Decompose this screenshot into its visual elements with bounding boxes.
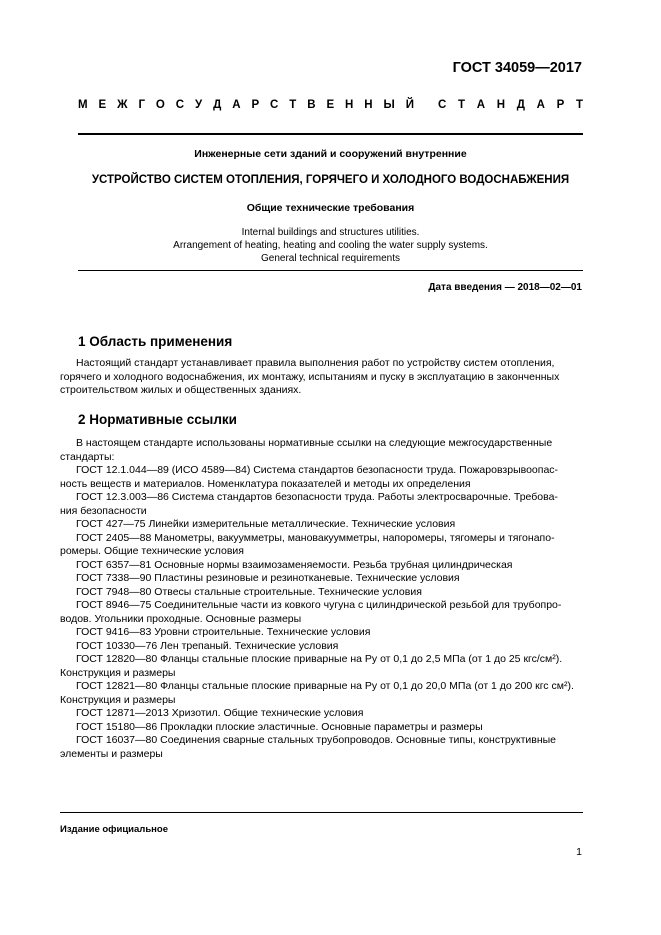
paragraph-line: Настоящий стандарт устанавливает правила выполнения работ по устройству систем отопления, <box>76 357 555 369</box>
banner-letter: У <box>195 99 203 111</box>
reference-line: элементы и размеры <box>60 747 163 760</box>
section-1-heading: 1 Область применения <box>78 334 233 349</box>
section-2-body <box>60 437 584 761</box>
banner-letter: А <box>476 99 486 111</box>
footer-rule <box>60 812 583 813</box>
introduction-date: Дата введения — 2018—02—01 <box>428 282 582 293</box>
banner-letter: О <box>155 99 165 111</box>
reference-line: ГОСТ 16037—80 Соединения сварные стальных трубопроводов. Основные типы, конструктивные <box>76 734 557 746</box>
official-edition-label: Издание официальное <box>60 824 168 835</box>
banner-letter: Т <box>575 99 583 111</box>
reference-line: ГОСТ 12820—80 Фланцы стальные плоские приварные на Pу от 0,1 до 2,5 МПа (от 1 до 25 кгс/см²). <box>76 653 563 665</box>
reference-line: стандарты: <box>60 450 115 463</box>
reference-line: ния безопасности <box>60 504 147 517</box>
banner-letter: Й <box>405 99 414 111</box>
banner-letter: В <box>307 99 316 111</box>
reference-line: ГОСТ 427—75 Линейки измерительные металлические. Технические условия <box>76 518 456 530</box>
reference-line: ГОСТ 7948—80 Отвесы стальные строительные. Технические условия <box>76 585 422 598</box>
reference-line: Конструкция и размеры <box>60 693 176 706</box>
reference-line: ГОСТ 12871—2013 Хризотил. Общие технические условия <box>76 707 364 719</box>
paragraph-line: горячего и холодного водоснабжения, их монтажу, испытаниям и пуску в эксплуатацию в законченных <box>60 370 560 383</box>
banner-letter: С <box>175 99 185 111</box>
standard-title: УСТРОЙСТВО СИСТЕМ ОТОПЛЕНИЯ, ГОРЯЧЕГО И ХОЛОДНОГО ВОДОСНАБЖЕНИЯ <box>91 174 570 186</box>
english-title <box>78 226 583 265</box>
banner-letter: Р <box>251 99 260 111</box>
reference-line: ГОСТ 12.3.003—86 Система стандартов безопасности труда. Работы электросварочные. Требова- <box>76 491 558 503</box>
reference-line: ГОСТ 7338—90 Пластины резиновые и резинотканевые. Технические условия <box>76 572 460 584</box>
reference-line: ГОСТ 12821—80 Фланцы стальные плоские приварные на Pу от 0,1 до 20,0 МПа (от 1 до 200 кгс см²). <box>76 680 574 692</box>
reference-line: ромеры. Общие технические условия <box>60 545 244 557</box>
banner-letter: Р <box>556 99 565 111</box>
banner-letter: Т <box>458 99 466 111</box>
banner-letter: Д <box>516 99 525 111</box>
normative-references-list <box>60 437 584 761</box>
section-2-heading: 2 Нормативные ссылки <box>78 412 237 427</box>
english-title-line: Arrangement of heating, heating and cooling the water supply systems. <box>173 240 488 251</box>
banner-letter: Е <box>98 99 107 111</box>
banner-word-1 <box>78 99 414 111</box>
banner-letter: А <box>536 99 545 111</box>
banner-rule <box>78 133 583 135</box>
banner-word-2 <box>438 99 583 111</box>
banner-letter: Н <box>364 99 373 111</box>
page-number: 1 <box>576 846 582 858</box>
paragraph-line: строительством жилых и общественных зданиях. <box>60 384 302 396</box>
banner-letter: С <box>270 99 279 111</box>
banner-letter: Г <box>138 99 145 111</box>
reference-line: ГОСТ 2405—88 Манометры, вакуумметры, мановакуумметры, напоромеры, тягомеры и тягонапо- <box>76 531 555 544</box>
standard-subtitle: Общие технические требования <box>246 202 415 214</box>
title-rule <box>78 270 583 271</box>
banner-letter: А <box>232 99 241 111</box>
banner-letter: Ж <box>117 99 128 111</box>
banner-letter: Т <box>289 99 297 111</box>
banner-letter: Н <box>496 99 506 111</box>
section-1-body <box>60 357 584 398</box>
banner-letter: М <box>78 99 88 111</box>
banner-letter: Е <box>326 99 335 111</box>
reference-line: ность веществ и материалов. Номенклатура показателей и методы их определения <box>60 477 471 490</box>
reference-line: ГОСТ 12.1.044—89 (ИСО 4589—84) Система стандартов безопасности труда. Пожаровзрывоопас- <box>76 464 559 476</box>
banner-letter: Н <box>345 99 354 111</box>
reference-line: В настоящем стандарте использованы нормативные ссылки на следующие межгосударственные <box>76 437 553 449</box>
banner-letter: С <box>438 99 447 111</box>
reference-line: ГОСТ 8946—75 Соединительные части из ковкого чугуна с цилиндрической резьбой для трубопро- <box>76 599 562 611</box>
standard-code: ГОСТ 34059—2017 <box>452 60 582 76</box>
reference-line: водов. Угольники проходные. Основные размеры <box>60 612 302 625</box>
reference-line: ГОСТ 10330—76 Лен трепаный. Технические условия <box>76 639 339 652</box>
standard-banner <box>78 99 583 111</box>
banner-letter: Д <box>213 99 222 111</box>
reference-line: Конструкция и размеры <box>60 666 176 679</box>
english-title-line: General technical requirements <box>261 253 400 264</box>
standard-series: Инженерные сети зданий и сооружений внутренние <box>194 148 467 160</box>
reference-line: ГОСТ 9416—83 Уровни строительные. Технические условия <box>76 626 371 638</box>
english-title-line: Internal buildings and structures utilities. <box>241 227 420 238</box>
reference-line: ГОСТ 15180—86 Прокладки плоские эластичные. Основные параметры и размеры <box>76 720 483 733</box>
banner-letter: Ы <box>383 99 395 111</box>
reference-line: ГОСТ 6357—81 Основные нормы взаимозаменяемости. Резьба трубная цилиндрическая <box>76 558 513 571</box>
